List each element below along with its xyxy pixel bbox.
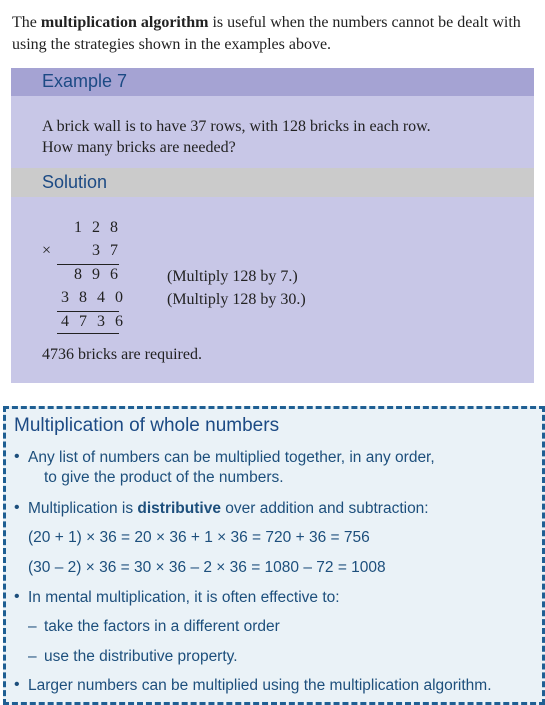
intro-suffix: is useful when the numbers cannot be dealt with using the strategies shown in the examples above. xyxy=(12,14,521,53)
bullet-marker: • xyxy=(14,499,20,516)
equation-2: (30 – 2) × 36 = 30 × 36 – 2 × 36 = 1080 – 72 = 1008 xyxy=(28,559,386,576)
bullet-marker: • xyxy=(14,448,20,465)
bullet-2-prefix: Multiplication is xyxy=(28,500,138,517)
summary-box xyxy=(3,406,545,705)
dash-item-2: use the distributive property. xyxy=(44,648,238,665)
bullet-2 xyxy=(28,500,429,518)
note-multiply-7: (Multiply 128 by 7.) xyxy=(167,268,298,285)
intro-bold-term: multiplication algorithm xyxy=(40,14,209,31)
answer-text: 4736 bricks are required. xyxy=(42,346,202,363)
dash-marker: – xyxy=(28,618,37,635)
algo-partial-2: 3 8 4 0 xyxy=(61,289,126,306)
problem-text xyxy=(42,116,431,158)
intro-prefix: The xyxy=(12,14,41,31)
summary-title: Multiplication of whole numbers xyxy=(14,415,280,436)
algo-top-number: 1 2 8 xyxy=(74,219,121,236)
bullet-4: Larger numbers can be multiplied using the multiplication algorithm. xyxy=(28,677,492,694)
bullet-marker: • xyxy=(14,676,20,693)
algo-rule-2 xyxy=(57,311,119,312)
solution-title: Solution xyxy=(42,172,108,192)
problem-line-1: A brick wall is to have 37 rows, with 128 bricks in each row. xyxy=(42,118,431,135)
example-title: Example 7 xyxy=(42,71,128,91)
bullet-1-line-2: to give the product of the numbers. xyxy=(44,469,284,486)
dash-item-1: take the factors in a different order xyxy=(44,618,280,635)
bullet-2-suffix: over addition and subtraction: xyxy=(220,500,429,517)
problem-line-2: How many bricks are needed? xyxy=(42,139,236,156)
algo-total: 4 7 3 6 xyxy=(61,313,126,330)
equation-1: (20 + 1) × 36 = 20 × 36 + 1 × 36 = 720 + 36 = 756 xyxy=(28,529,370,546)
intro-paragraph xyxy=(12,12,537,56)
example-box xyxy=(11,68,534,383)
dash-marker: – xyxy=(28,648,37,665)
note-multiply-30: (Multiply 128 by 30.) xyxy=(167,291,306,308)
solution-header xyxy=(11,168,534,197)
algo-rule-1 xyxy=(57,264,119,265)
example-header xyxy=(11,68,534,96)
bullet-2-bold-term: distributive xyxy=(137,500,221,517)
times-sign: × xyxy=(42,242,52,259)
algo-partial-1: 8 9 6 xyxy=(74,266,121,283)
bullet-marker: • xyxy=(14,588,20,605)
bullet-3: In mental multiplication, it is often effective to: xyxy=(28,589,340,606)
algo-multiplier: 3 7 xyxy=(92,242,121,259)
algo-rule-3 xyxy=(57,333,119,334)
bullet-1-line-1: Any list of numbers can be multiplied together, in any order, xyxy=(28,449,435,466)
